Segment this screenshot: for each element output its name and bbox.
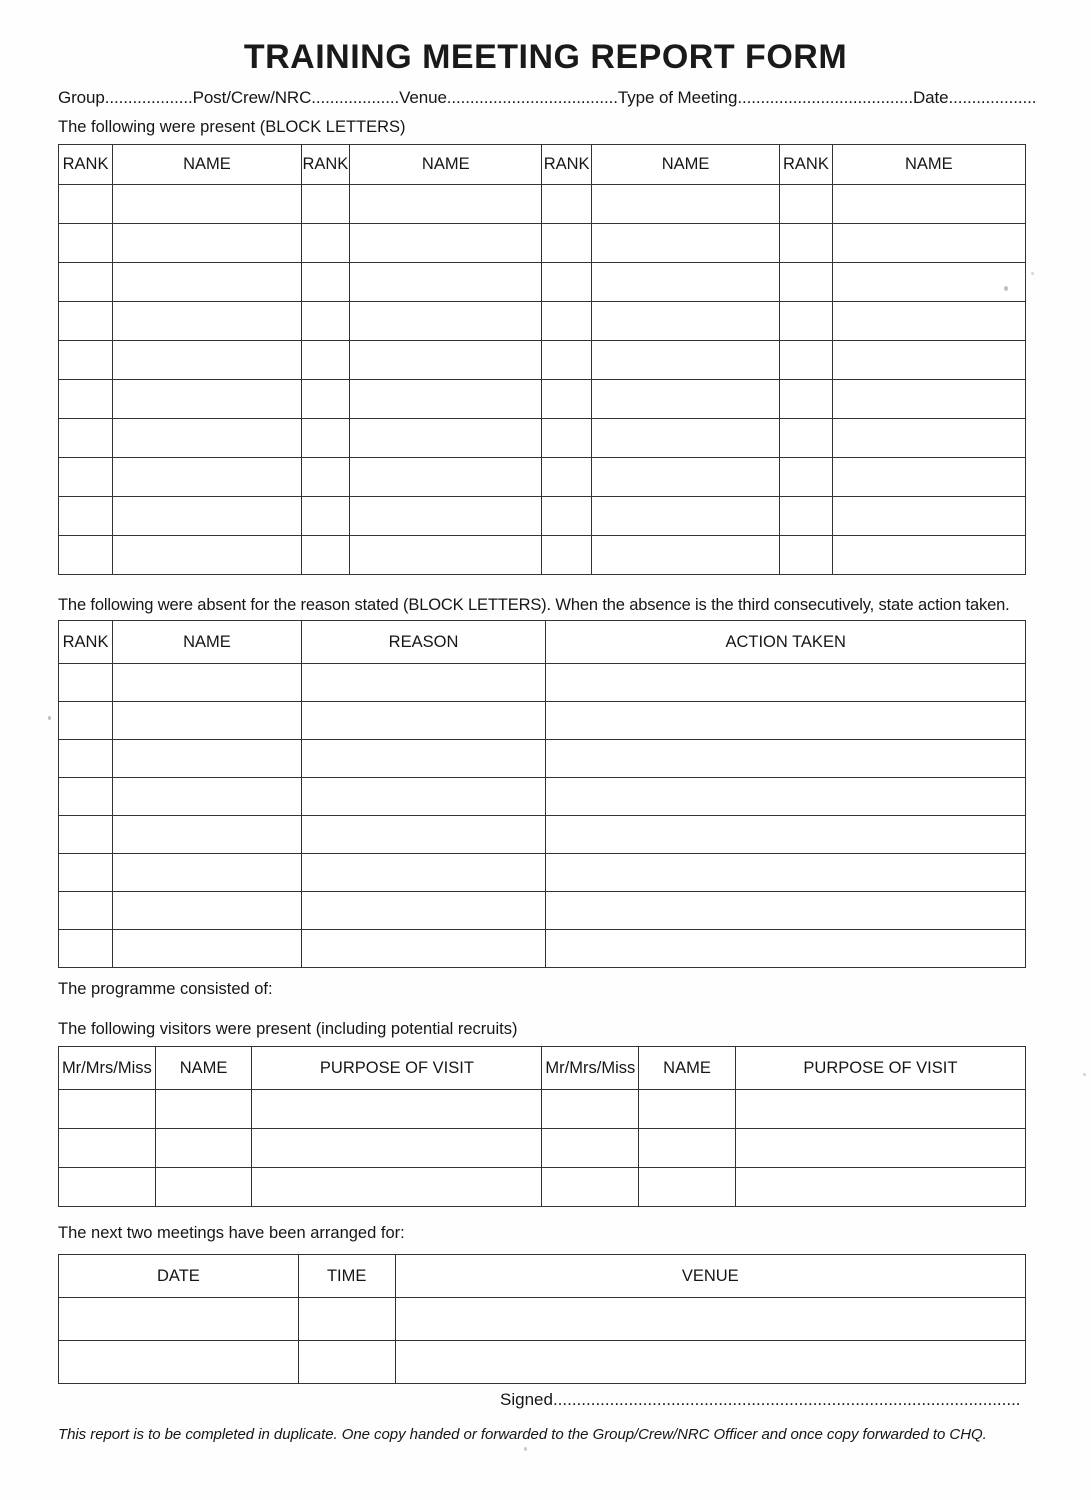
- absence-tbody: [59, 664, 1026, 968]
- col-header-reason: REASON: [301, 621, 546, 664]
- cell[interactable]: [591, 302, 780, 341]
- cell[interactable]: [113, 740, 302, 778]
- table-row: [59, 892, 1026, 930]
- cell[interactable]: [780, 380, 832, 419]
- col-header-rank: RANK: [59, 621, 113, 664]
- cell[interactable]: [59, 263, 113, 302]
- cell[interactable]: [735, 1129, 1025, 1168]
- cell[interactable]: [350, 302, 542, 341]
- cell[interactable]: [59, 380, 113, 419]
- cell[interactable]: [542, 536, 591, 575]
- cell[interactable]: [546, 702, 1026, 740]
- present-section-lead: The following were present (BLOCK LETTERS): [58, 118, 406, 136]
- cell[interactable]: [113, 497, 302, 536]
- cell[interactable]: [113, 419, 302, 458]
- attendance-table: [58, 144, 1026, 575]
- table-row: [59, 778, 1026, 816]
- cell[interactable]: [780, 224, 832, 263]
- cell[interactable]: [591, 536, 780, 575]
- cell[interactable]: [113, 341, 302, 380]
- cell[interactable]: [301, 702, 546, 740]
- cell[interactable]: [301, 664, 546, 702]
- cell[interactable]: [350, 224, 542, 263]
- cell[interactable]: [252, 1090, 542, 1129]
- programme-section-lead: The programme consisted of:: [58, 980, 273, 998]
- col-header-purpose-2: PURPOSE OF VISIT: [735, 1047, 1025, 1090]
- cell[interactable]: [113, 778, 302, 816]
- cell[interactable]: [113, 664, 302, 702]
- cell[interactable]: [59, 1090, 156, 1129]
- cell[interactable]: [59, 185, 113, 224]
- cell[interactable]: [113, 458, 302, 497]
- visitors-thead: [59, 1047, 1026, 1090]
- cell[interactable]: [542, 224, 591, 263]
- cell[interactable]: [350, 341, 542, 380]
- cell[interactable]: [832, 536, 1025, 575]
- cell[interactable]: [59, 224, 113, 263]
- cell[interactable]: [546, 892, 1026, 930]
- table-row: [59, 702, 1026, 740]
- cell[interactable]: [301, 185, 349, 224]
- col-header-rank-4: RANK: [780, 145, 832, 185]
- cell[interactable]: [546, 664, 1026, 702]
- cell[interactable]: [301, 930, 546, 968]
- cell[interactable]: [735, 1168, 1025, 1207]
- table-row: [59, 1090, 1026, 1129]
- cell[interactable]: [542, 1168, 639, 1207]
- page-title: TRAINING MEETING REPORT FORM: [243, 38, 848, 76]
- cell[interactable]: [301, 302, 349, 341]
- table-row: [59, 341, 1026, 380]
- cell[interactable]: [113, 536, 302, 575]
- cell[interactable]: [301, 816, 546, 854]
- cell[interactable]: [113, 224, 302, 263]
- visitors-section-lead: The following visitors were present (including potential recruits): [58, 1020, 518, 1038]
- cell[interactable]: [113, 816, 302, 854]
- cell[interactable]: [639, 1090, 736, 1129]
- cell[interactable]: [155, 1129, 252, 1168]
- table-row: [59, 497, 1026, 536]
- table-row: [59, 854, 1026, 892]
- cell[interactable]: [546, 740, 1026, 778]
- cell[interactable]: [546, 778, 1026, 816]
- cell[interactable]: [350, 497, 542, 536]
- cell[interactable]: [59, 497, 113, 536]
- cell[interactable]: [542, 263, 591, 302]
- cell[interactable]: [780, 458, 832, 497]
- cell[interactable]: [639, 1168, 736, 1207]
- cell[interactable]: [832, 263, 1025, 302]
- table-row: [59, 740, 1026, 778]
- next-meetings-tbody: [59, 1298, 1026, 1384]
- cell[interactable]: [780, 419, 832, 458]
- table-row: [59, 816, 1026, 854]
- absence-thead: [59, 621, 1026, 664]
- cell[interactable]: [780, 497, 832, 536]
- absence-table: [58, 620, 1026, 968]
- cell[interactable]: [113, 302, 302, 341]
- attendance-tbody: [59, 185, 1026, 575]
- cell[interactable]: [59, 740, 113, 778]
- absence-header-row: [59, 621, 1026, 664]
- cell[interactable]: [59, 458, 113, 497]
- cell[interactable]: [832, 302, 1025, 341]
- table-row: [59, 1298, 1026, 1341]
- table-row: [59, 930, 1026, 968]
- cell[interactable]: [832, 419, 1025, 458]
- signed-label: Signed: [500, 1390, 553, 1409]
- cell[interactable]: [832, 224, 1025, 263]
- cell[interactable]: [59, 702, 113, 740]
- cell[interactable]: [301, 419, 349, 458]
- cell[interactable]: [542, 419, 591, 458]
- cell[interactable]: [113, 263, 302, 302]
- col-header-title-1: Mr/Mrs/Miss: [59, 1047, 156, 1090]
- cell[interactable]: [59, 1298, 299, 1341]
- table-row: [59, 536, 1026, 575]
- next-meetings-table: [58, 1254, 1026, 1384]
- cell[interactable]: [59, 854, 113, 892]
- cell[interactable]: [832, 458, 1025, 497]
- col-header-purpose-1: PURPOSE OF VISIT: [252, 1047, 542, 1090]
- cell[interactable]: [350, 263, 542, 302]
- col-header-name-1: NAME: [155, 1047, 252, 1090]
- cell[interactable]: [832, 497, 1025, 536]
- cell[interactable]: [301, 854, 546, 892]
- cell[interactable]: [780, 263, 832, 302]
- cell[interactable]: [59, 892, 113, 930]
- cell[interactable]: [298, 1341, 395, 1384]
- col-header-rank-2: RANK: [301, 145, 349, 185]
- visitors-tbody: [59, 1090, 1026, 1207]
- cell[interactable]: [59, 302, 113, 341]
- visitors-header-row: [59, 1047, 1026, 1090]
- table-row: [59, 1168, 1026, 1207]
- cell[interactable]: [113, 854, 302, 892]
- table-row: [59, 263, 1026, 302]
- cell[interactable]: [59, 1129, 156, 1168]
- col-header-name-2: NAME: [350, 145, 542, 185]
- scan-artifact: [524, 1447, 527, 1451]
- footer-note: This report is to be completed in duplicate. One copy handed or forwarded to the Group/Crew/NRC Officer and once copy forwarded to CHQ.: [58, 1426, 987, 1443]
- next-meetings-thead: [59, 1255, 1026, 1298]
- table-row: [59, 302, 1026, 341]
- col-header-time: TIME: [298, 1255, 395, 1298]
- table-row: [59, 458, 1026, 497]
- col-header-venue: VENUE: [395, 1255, 1026, 1298]
- scan-artifact: [1083, 1073, 1086, 1076]
- cell[interactable]: [542, 380, 591, 419]
- cell[interactable]: [301, 341, 349, 380]
- cell[interactable]: [113, 702, 302, 740]
- cell[interactable]: [780, 536, 832, 575]
- cell[interactable]: [252, 1129, 542, 1168]
- table-row: [59, 380, 1026, 419]
- cell[interactable]: [59, 341, 113, 380]
- cell[interactable]: [59, 930, 113, 968]
- cell[interactable]: [298, 1298, 395, 1341]
- cell[interactable]: [780, 185, 832, 224]
- cell[interactable]: [301, 458, 349, 497]
- cell[interactable]: [113, 930, 302, 968]
- cell[interactable]: [301, 778, 546, 816]
- cell[interactable]: [350, 458, 542, 497]
- cell[interactable]: [591, 380, 780, 419]
- cell[interactable]: [780, 302, 832, 341]
- col-header-rank-1: RANK: [59, 145, 113, 185]
- scan-artifact: [1004, 286, 1008, 291]
- cell[interactable]: [350, 185, 542, 224]
- cell[interactable]: [591, 419, 780, 458]
- col-header-date: DATE: [59, 1255, 299, 1298]
- cell[interactable]: [546, 930, 1026, 968]
- cell[interactable]: [252, 1168, 542, 1207]
- cell[interactable]: [59, 1168, 156, 1207]
- table-row: [59, 185, 1026, 224]
- table-row: [59, 1129, 1026, 1168]
- signature-line[interactable]: [500, 1390, 1021, 1410]
- cell[interactable]: [113, 892, 302, 930]
- cell[interactable]: [832, 341, 1025, 380]
- col-header-name: NAME: [113, 621, 302, 664]
- col-header-rank-3: RANK: [542, 145, 591, 185]
- absent-section-lead: The following were absent for the reason stated (BLOCK LETTERS). When the absence is the third consecutively, state action taken.: [58, 596, 1010, 614]
- cell[interactable]: [546, 854, 1026, 892]
- cell[interactable]: [542, 1090, 639, 1129]
- cell[interactable]: [350, 380, 542, 419]
- col-header-action-taken: ACTION TAKEN: [546, 621, 1026, 664]
- cell[interactable]: [395, 1341, 1026, 1384]
- cell[interactable]: [395, 1298, 1026, 1341]
- table-row: [59, 419, 1026, 458]
- cell[interactable]: [780, 341, 832, 380]
- cell[interactable]: [301, 536, 349, 575]
- col-header-name-3: NAME: [591, 145, 780, 185]
- cell[interactable]: [59, 816, 113, 854]
- cell[interactable]: [591, 497, 780, 536]
- cell[interactable]: [591, 224, 780, 263]
- next-meetings-section-lead: The next two meetings have been arranged for:: [58, 1224, 405, 1242]
- scan-artifact: [1031, 272, 1034, 275]
- cell[interactable]: [301, 224, 349, 263]
- cell[interactable]: [591, 185, 780, 224]
- attendance-header-row: [59, 145, 1026, 185]
- cell[interactable]: [301, 892, 546, 930]
- table-row: [59, 224, 1026, 263]
- cell[interactable]: [59, 419, 113, 458]
- cell[interactable]: [542, 302, 591, 341]
- cell[interactable]: [591, 341, 780, 380]
- cell[interactable]: [59, 536, 113, 575]
- header-fields-line: Group...................Post/Crew/NRC...................Venue.....................................Type of Meeting......................................Date...................: [58, 88, 1037, 107]
- cell[interactable]: [832, 185, 1025, 224]
- table-row: [59, 664, 1026, 702]
- col-header-name-1: NAME: [113, 145, 302, 185]
- cell[interactable]: [59, 664, 113, 702]
- next-meetings-header-row: [59, 1255, 1026, 1298]
- col-header-name-4: NAME: [832, 145, 1025, 185]
- cell[interactable]: [350, 419, 542, 458]
- cell[interactable]: [301, 497, 349, 536]
- cell[interactable]: [591, 458, 780, 497]
- cell[interactable]: [59, 778, 113, 816]
- col-header-title-2: Mr/Mrs/Miss: [542, 1047, 639, 1090]
- cell[interactable]: [301, 740, 546, 778]
- signed-dots: ...................................................................................................: [552, 1390, 1021, 1409]
- cell[interactable]: [639, 1129, 736, 1168]
- attendance-thead: [59, 145, 1026, 185]
- visitors-table: [58, 1046, 1026, 1207]
- col-header-name-2: NAME: [639, 1047, 736, 1090]
- cell[interactable]: [735, 1090, 1025, 1129]
- cell[interactable]: [59, 1341, 299, 1384]
- table-row: [59, 1341, 1026, 1384]
- cell[interactable]: [542, 341, 591, 380]
- cell[interactable]: [113, 380, 302, 419]
- cell[interactable]: [542, 497, 591, 536]
- scan-artifact: [48, 716, 51, 720]
- cell[interactable]: [301, 380, 349, 419]
- cell[interactable]: [155, 1168, 252, 1207]
- cell[interactable]: [591, 263, 780, 302]
- cell[interactable]: [832, 380, 1025, 419]
- cell[interactable]: [155, 1090, 252, 1129]
- cell[interactable]: [542, 185, 591, 224]
- cell[interactable]: [113, 185, 302, 224]
- cell[interactable]: [542, 458, 591, 497]
- cell[interactable]: [546, 816, 1026, 854]
- cell[interactable]: [301, 263, 349, 302]
- cell[interactable]: [542, 1129, 639, 1168]
- cell[interactable]: [350, 536, 542, 575]
